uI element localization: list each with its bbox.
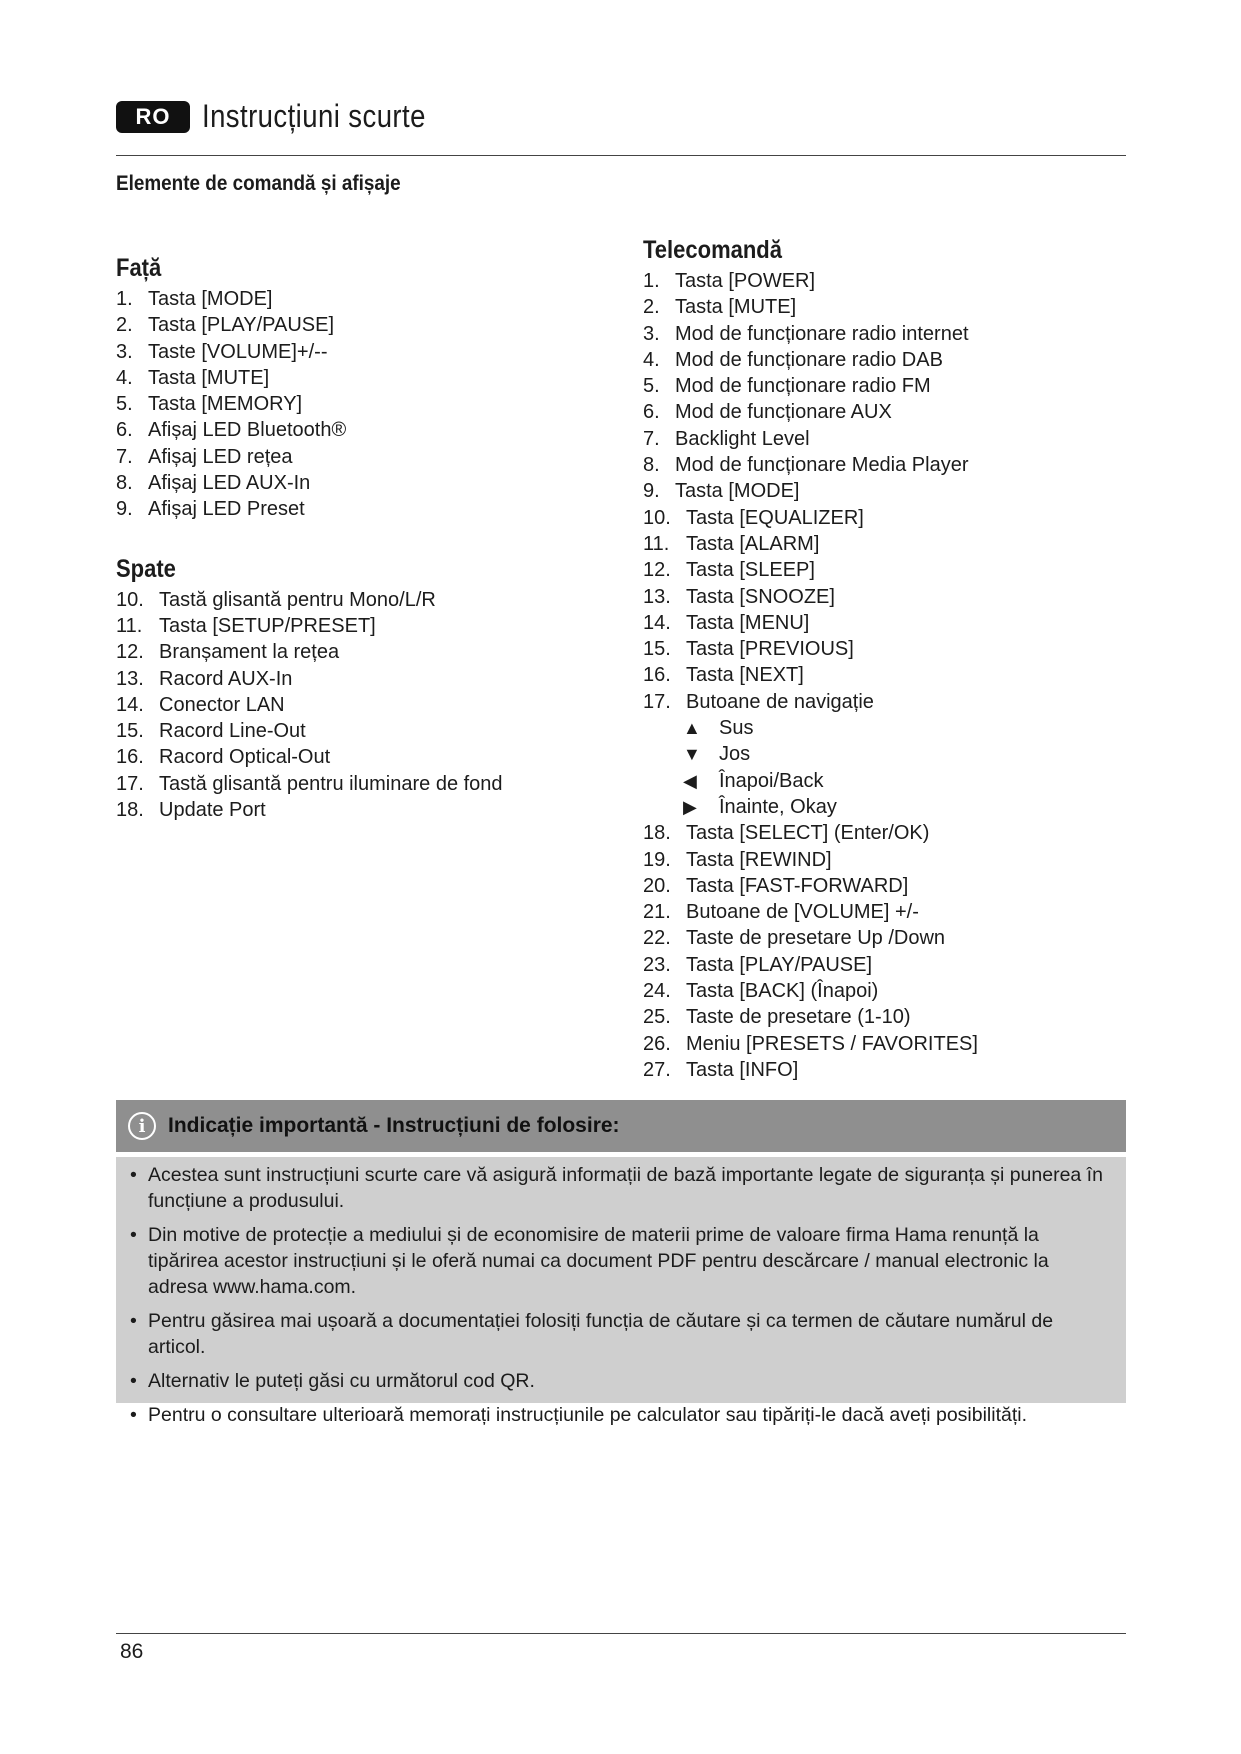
info-icon: i — [128, 1112, 156, 1140]
list-item: 2. Tasta [MUTE] — [643, 296, 797, 319]
list-item: 23. Tasta [PLAY/PAUSE] — [643, 953, 873, 976]
list-item: 3. Mod de funcționare radio internet — [643, 322, 969, 345]
note-bullet: • Din motive de protecție a mediului și de economisire de materii prime de valoare firma Hama renunță la tipărirea acestor instrucțiuni și le oferă numai ca document PDF pentru descărcare / manual electronic la adresa www.hama.com. — [128, 1222, 1106, 1300]
list-item: 2. Tasta [PLAY/PAUSE] — [116, 314, 335, 337]
arrow-left-icon: ◀ — [683, 770, 697, 791]
list-item: 18. Update Port — [116, 799, 266, 822]
front-heading: Față — [116, 254, 162, 282]
arrow-up-icon: ▲ — [683, 718, 701, 739]
list-item: 17. Tastă glisantă pentru iluminare de fond — [116, 772, 503, 795]
list-item: 7. Backlight Level — [643, 427, 810, 450]
list-item: 13. Tasta [SNOOZE] — [643, 585, 835, 608]
list-item: 1. Tasta [MODE] — [116, 288, 273, 310]
list-item: 27. Tasta [INFO] — [643, 1058, 799, 1081]
list-item: 10. Tastă glisantă pentru Mono/L/R — [116, 588, 436, 611]
list-item: 10. Tasta [EQUALIZER] — [643, 506, 864, 529]
right-column — [643, 232, 1113, 1083]
list-item: 14. Conector LAN — [116, 693, 285, 716]
list-item: 21. Butoane de [VOLUME] +/- — [643, 901, 919, 924]
nav-item-forward: ▶ Înainte, Okay — [643, 794, 1113, 820]
list-item: 19. Tasta [REWIND] — [643, 848, 832, 871]
page-header — [116, 98, 462, 135]
arrow-right-icon: ▶ — [683, 796, 697, 817]
back-heading: Spate — [116, 554, 176, 583]
left-column — [116, 250, 596, 823]
nav-item-up: ▲ Sus — [643, 715, 1113, 741]
list-item: 7. Afișaj LED rețea — [116, 445, 293, 468]
list-item: 4. Tasta [MUTE] — [116, 366, 270, 389]
list-item: 16. Racord Optical-Out — [116, 746, 331, 769]
list-item: 9. Tasta [MODE] — [643, 480, 800, 503]
note-bullet: • Acestea sunt instrucțiuni scurte care vă asigură informații de bază importante legate de siguranța și punerea în funcțiune a produsului. — [128, 1162, 1106, 1214]
list-item: 5. Mod de funcționare radio FM — [643, 375, 931, 398]
list-item: 6. Afișaj LED Bluetooth® — [116, 419, 347, 442]
list-item: 17. Butoane de navigație — [643, 690, 874, 713]
list-item: 8. Afișaj LED AUX-In — [116, 472, 311, 495]
list-item: 16. Tasta [NEXT] — [643, 664, 804, 687]
note-bullet: • Alternativ le puteți găsi cu următorul cod QR. — [128, 1368, 1106, 1394]
list-item: 25. Taste de presetare (1-10) — [643, 1006, 911, 1029]
arrow-down-icon: ▼ — [683, 744, 701, 765]
language-badge: RO — [116, 101, 190, 133]
remote-heading: Telecomandă — [643, 236, 782, 264]
list-item: 6. Mod de funcționare AUX — [643, 401, 892, 424]
nav-item-down: ▼ Jos — [643, 741, 1113, 767]
list-item: 22. Taste de presetare Up /Down — [643, 927, 946, 950]
front-list — [116, 286, 596, 523]
list-item: 12. Tasta [SLEEP] — [643, 559, 815, 582]
list-item: 5. Tasta [MEMORY] — [116, 393, 303, 416]
list-item: 24. Tasta [BACK] (Înapoi) — [643, 980, 879, 1003]
list-item: 14. Tasta [MENU] — [643, 611, 810, 634]
note-body — [116, 1157, 1126, 1426]
note-bullet: • Pentru găsirea mai ușoară a documentației folosiți funcția de căutare și ca termen de căutare numărul de articol. — [128, 1308, 1106, 1360]
section-title: Elemente de comandă și afișaje — [116, 172, 401, 195]
list-item: 18. Tasta [SELECT] (Enter/OK) — [643, 822, 930, 845]
list-item: 20. Tasta [FAST-FORWARD] — [643, 874, 909, 897]
remote-list — [643, 268, 1113, 1083]
note-header — [116, 1100, 1126, 1152]
list-item: 12. Branșament la rețea — [116, 641, 340, 664]
back-list — [116, 587, 596, 824]
list-item: 9. Afișaj LED Preset — [116, 498, 305, 521]
list-item: 13. Racord AUX-In — [116, 667, 293, 690]
note-bullet: • Pentru o consultare ulterioară memorați instrucțiunile pe calculator sau tipăriți-le dacă aveți posibilități. — [128, 1402, 1106, 1428]
list-item: 1. Tasta [POWER] — [643, 270, 816, 292]
list-item: 11. Tasta [SETUP/PRESET] — [116, 614, 376, 637]
list-item: 8. Mod de funcționare Media Player — [643, 454, 969, 477]
note-title: Indicație importantă - Instrucțiuni de folosire: — [168, 1114, 620, 1137]
list-item: 4. Mod de funcționare radio DAB — [643, 348, 943, 371]
page-title: Instrucțiuni scurte — [202, 98, 426, 134]
list-item: 26. Meniu [PRESETS / FAVORITES] — [643, 1032, 978, 1055]
nav-item-back: ◀ Înapoi/Back — [643, 768, 1113, 794]
list-item: 11. Tasta [ALARM] — [643, 532, 820, 555]
list-item: 3. Taste [VOLUME]+/-- — [116, 340, 328, 363]
list-item: 15. Racord Line-Out — [116, 720, 306, 743]
header-divider — [116, 155, 1126, 156]
list-item: 15. Tasta [PREVIOUS] — [643, 638, 854, 661]
footer-divider — [116, 1633, 1126, 1634]
page-number: 86 — [120, 1640, 144, 1663]
